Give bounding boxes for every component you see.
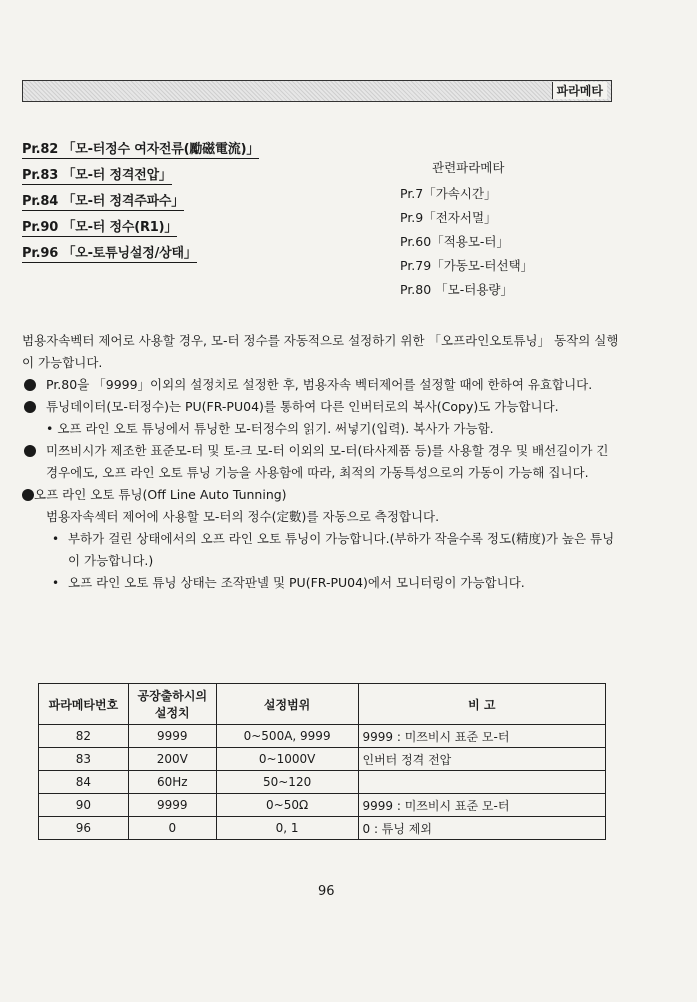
- parameter-item: [22, 164, 259, 190]
- table-row: [39, 748, 606, 771]
- table-cell: 9999: [128, 794, 216, 817]
- table-cell: 0: [128, 817, 216, 840]
- related-item: Pr.9「전자서멀」: [400, 210, 497, 225]
- related-item: Pr.7「가속시간」: [400, 186, 497, 201]
- table-header: 설정범위: [216, 684, 358, 725]
- table-header: 공장출하시의 설정치: [128, 684, 216, 725]
- table-cell: 9999 : 미쯔비시 표준 모-터: [358, 725, 606, 748]
- offline-heading: 오프 라인 오토 튜닝(Off Line Auto Tunning): [22, 484, 622, 506]
- table-cell: 0~500A, 9999: [216, 725, 358, 748]
- table-header: 비 고: [358, 684, 606, 725]
- table-cell: 0~1000V: [216, 748, 358, 771]
- related-item: Pr.80 「모-터용량」: [400, 282, 513, 297]
- sub-paragraph: • 오프 라인 오토 튜닝에서 튜닝한 모-터정수의 읽기. 써넣기(입력). 복사가 가능함.: [46, 421, 494, 436]
- related-item: Pr.60「적용모-터」: [400, 234, 509, 249]
- parameter-label: 「모-터 정격전압」: [62, 168, 172, 183]
- parameter-item: [22, 216, 259, 242]
- table-cell: 9999: [128, 725, 216, 748]
- table-cell: 0, 1: [216, 817, 358, 840]
- body-text: [22, 330, 622, 594]
- related-parameters: [400, 158, 533, 304]
- parameter-table: [38, 683, 606, 840]
- parameter-list: [22, 138, 259, 268]
- offline-sub-item: • 부하가 걸린 상태에서의 오프 라인 오토 튜닝이 가능합니다.(부하가 작을수록 정도(精度)가 높은 튜닝이 가능합니다.): [22, 528, 622, 572]
- bullet-paragraph: 미쯔비시가 제조한 표준모-터 및 토-크 모-터 이외의 모-터(타사제품 등)를 사용할 경우 및 배선길이가 긴 경우에도, 오프 라인 오토 튜닝 기능을 사용함에 따라, 최적의 가동특성으로의 가동이 가능해 집니다.: [22, 440, 622, 484]
- intro-paragraph: 범용자속벡터 제어로 사용할 경우, 모-터 정수를 자동적으로 설정하기 위한 「오프라인오토튜닝」 동작의 실행이 가능합니다.: [22, 333, 619, 370]
- parameter-code: Pr.83: [22, 168, 59, 183]
- table-header: 파라메타번호: [39, 684, 129, 725]
- parameter-code: Pr.96: [22, 246, 59, 261]
- parameter-item: [22, 242, 259, 268]
- offline-description: 범용자속섹터 제어에 사용할 모-터의 정수(定數)를 자동으로 측정합니다.: [46, 509, 440, 524]
- table-row: [39, 725, 606, 748]
- parameter-item: [22, 190, 259, 216]
- table-cell: [358, 771, 606, 794]
- table-cell: 82: [39, 725, 129, 748]
- parameter-label: 「오-토튜닝설정/상태」: [62, 246, 197, 261]
- parameter-label: 「모-터정수 여자전류(勵磁電流)」: [62, 142, 260, 157]
- bullet-paragraph: Pr.80을 「9999」이외의 설정치로 설정한 후, 범용자속 벡터제어를 설정할 때에 한하여 유효합니다.: [22, 374, 622, 396]
- table-row: [39, 794, 606, 817]
- parameter-code: Pr.90: [22, 220, 59, 235]
- table-cell: 9999 : 미쯔비시 표준 모-터: [358, 794, 606, 817]
- table-cell: 90: [39, 794, 129, 817]
- table-cell: 84: [39, 771, 129, 794]
- page-number: 96: [318, 884, 335, 899]
- table-cell: 0~50Ω: [216, 794, 358, 817]
- parameter-code: Pr.82: [22, 142, 59, 157]
- related-title: 관련파라메타: [432, 160, 505, 175]
- bullet-paragraph: 튜닝데이터(모-터정수)는 PU(FR-PU04)를 통하여 다른 인버터로의 복사(Copy)도 가능합니다.: [22, 396, 622, 418]
- table-cell: 60Hz: [128, 771, 216, 794]
- table-cell: 200V: [128, 748, 216, 771]
- table-header-row: [39, 684, 606, 725]
- table-cell: 83: [39, 748, 129, 771]
- table-cell: 인버터 정격 전압: [358, 748, 606, 771]
- table-cell: 96: [39, 817, 129, 840]
- table-row: [39, 771, 606, 794]
- table-row: [39, 817, 606, 840]
- table-cell: 0 : 튜닝 제외: [358, 817, 606, 840]
- parameter-label: 「모-터 정수(R1)」: [62, 220, 178, 235]
- parameter-label: 「모-터 정격주파수」: [62, 194, 185, 209]
- related-item: Pr.79「가동모-터선택」: [400, 258, 534, 273]
- parameter-item: [22, 138, 259, 164]
- offline-sub-item: • 오프 라인 오토 튜닝 상태는 조작판넬 및 PU(FR-PU04)에서 모니터링이 가능합니다.: [22, 572, 622, 594]
- section-header-bar: [22, 80, 612, 102]
- table-cell: 50~120: [216, 771, 358, 794]
- parameter-code: Pr.84: [22, 194, 59, 209]
- section-title: 파라메타: [552, 82, 607, 99]
